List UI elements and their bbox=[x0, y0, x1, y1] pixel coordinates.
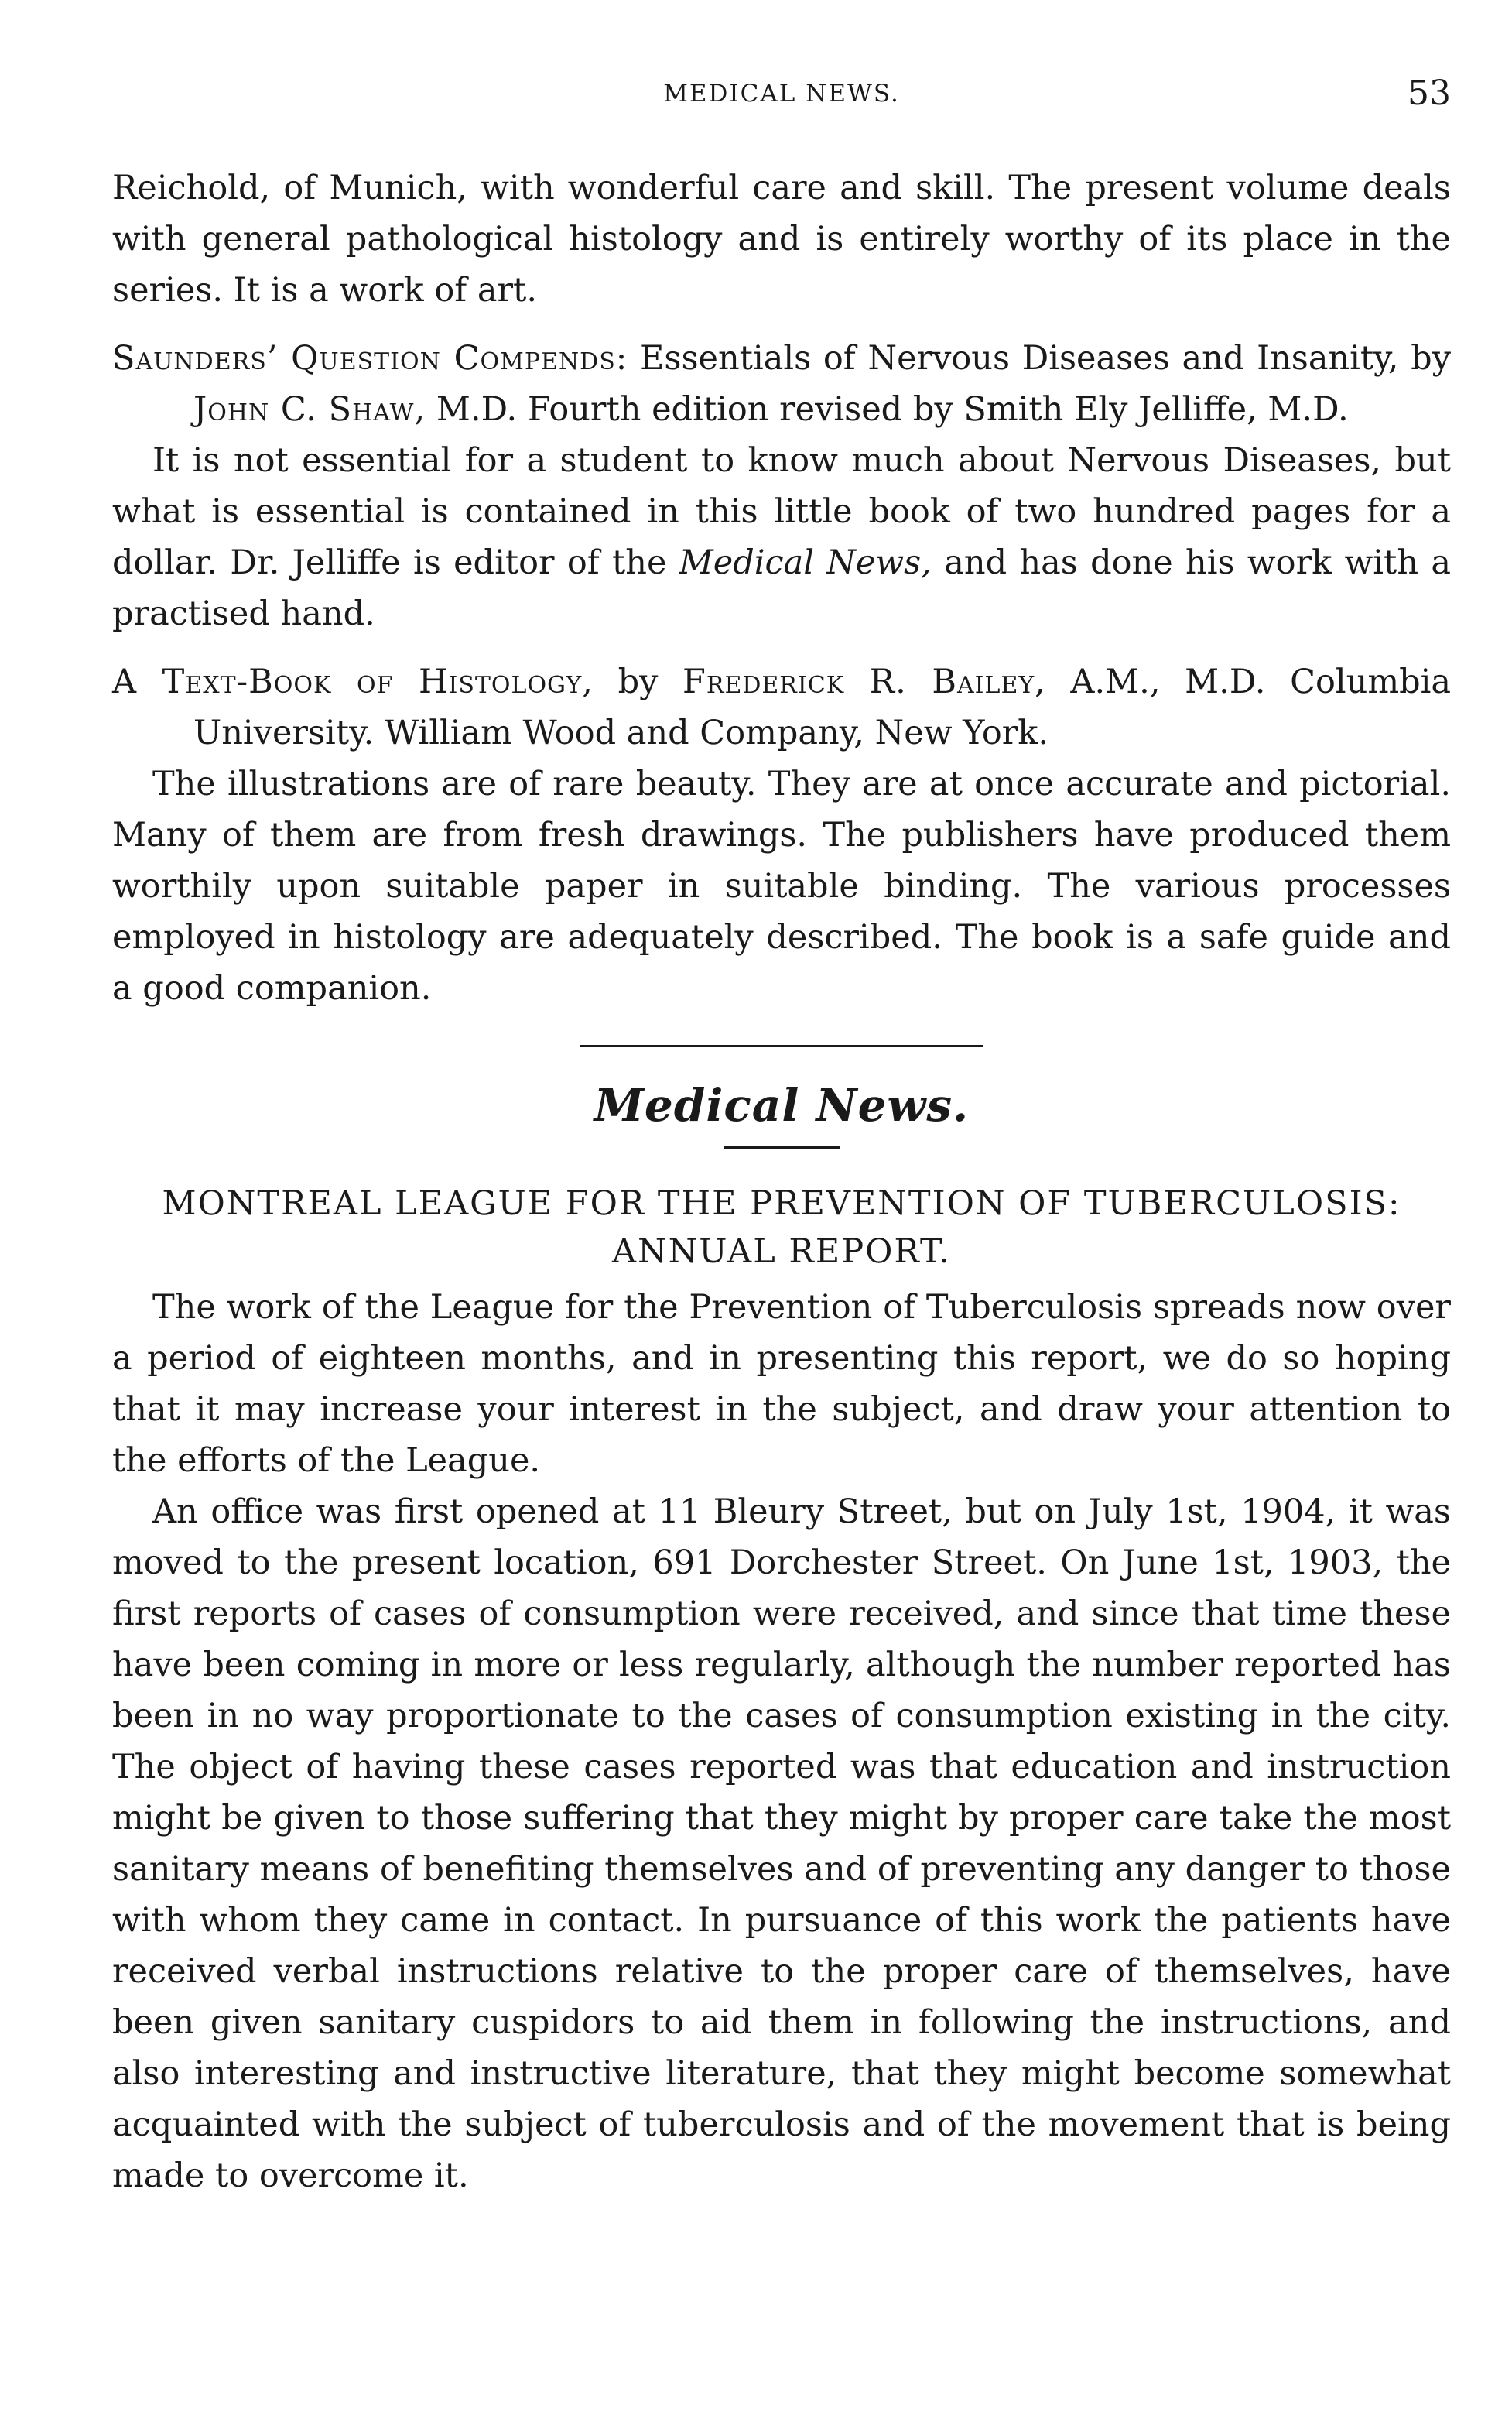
section-title: Medical News. bbox=[594, 1079, 970, 1132]
review-body-text: It is not essential for a student to know much about Nervous Diseases, but what is essential is contained in this little book of two hundred pages for a dollar. Dr. Jelliffe is editor of the bbox=[112, 441, 1451, 582]
review-continuation: Reichold, of Munich, with wonderful care and skill. The present volume deals with general pathological histology and is entirely worthy of its place in the series. It is a work of art. bbox=[112, 169, 1451, 310]
journal-name: Medical News, bbox=[679, 543, 932, 582]
review-author: John C. Shaw, bbox=[193, 390, 426, 429]
review-title-text: Essentials of Nervous Diseases and Insanity, by bbox=[628, 339, 1451, 378]
section-title-underline bbox=[724, 1146, 840, 1149]
review-publisher-note: A.M., M.D. Columbia University. William Wood and Company, New York. bbox=[193, 663, 1452, 752]
review-heading-nervous-diseases bbox=[112, 333, 1451, 435]
page-number: 53 bbox=[1408, 74, 1451, 113]
review-body-histology: The illustrations are of rare beauty. They are at once accurate and pictorial. Many of them are from fresh drawings. The publishers have produced them worthily upon suitable paper in suitable binding. The various processes employed in histology are adequately described. The book is a safe guide and a good companion. bbox=[112, 765, 1451, 1008]
review-book-title: A Text-Book of Histology, bbox=[112, 663, 594, 701]
running-title: MEDICAL NEWS. bbox=[663, 80, 900, 108]
article-paragraph-1: The work of the League for the Prevention of Tuberculosis spreads now over a period of eighteen months, and in presenting this report, we do so hoping that it may increase your interest in the subject, and draw your attention to the efforts of the League. bbox=[112, 1288, 1451, 1480]
review-by: by bbox=[593, 663, 683, 701]
review-edition-note: M.D. Fourth edition revised by Smith Ely Jelliffe, M.D. bbox=[426, 390, 1349, 429]
running-header bbox=[112, 74, 1451, 120]
review-body-end: and has done his work with a practised hand. bbox=[112, 543, 1451, 633]
article-title: MONTREAL LEAGUE FOR THE PREVENTION OF TUBERCULOSIS: ANNUAL REPORT. bbox=[162, 1184, 1401, 1271]
journal-page bbox=[112, 74, 1451, 2201]
review-body-nervous-diseases bbox=[112, 435, 1451, 639]
review-author: Frederick R. Bailey, bbox=[682, 663, 1046, 701]
review-series-title: Saunders’ Question Compends: bbox=[112, 339, 628, 378]
review-heading-histology bbox=[112, 656, 1451, 759]
section-divider bbox=[580, 1045, 983, 1047]
article-paragraph-2: An office was first opened at 11 Bleury Street, but on July 1st, 1904, it was moved to the present location, 691 Dorchester Street. On June 1st, 1903, the first reports of cases of consumption were received, and since that time these have been coming in more or less regularly, although the number reported has been in no way proportionate to the cases of consumption existing in the city. The object of having these cases reported was that education and instruction might be given to those suffering that they might by proper care take the most sanitary means of benefiting themselves and of preventing any danger to those with whom they came in contact. In pursuance of this work the patients have received verbal instructions relative to the proper care of themselves, have been given sanitary cuspidors to aid them in following the instructions, and also interesting and instructive literature, that they might become somewhat acquainted with the subject of tuberculosis and of the movement that is being made to overcome it. bbox=[112, 1492, 1451, 2195]
